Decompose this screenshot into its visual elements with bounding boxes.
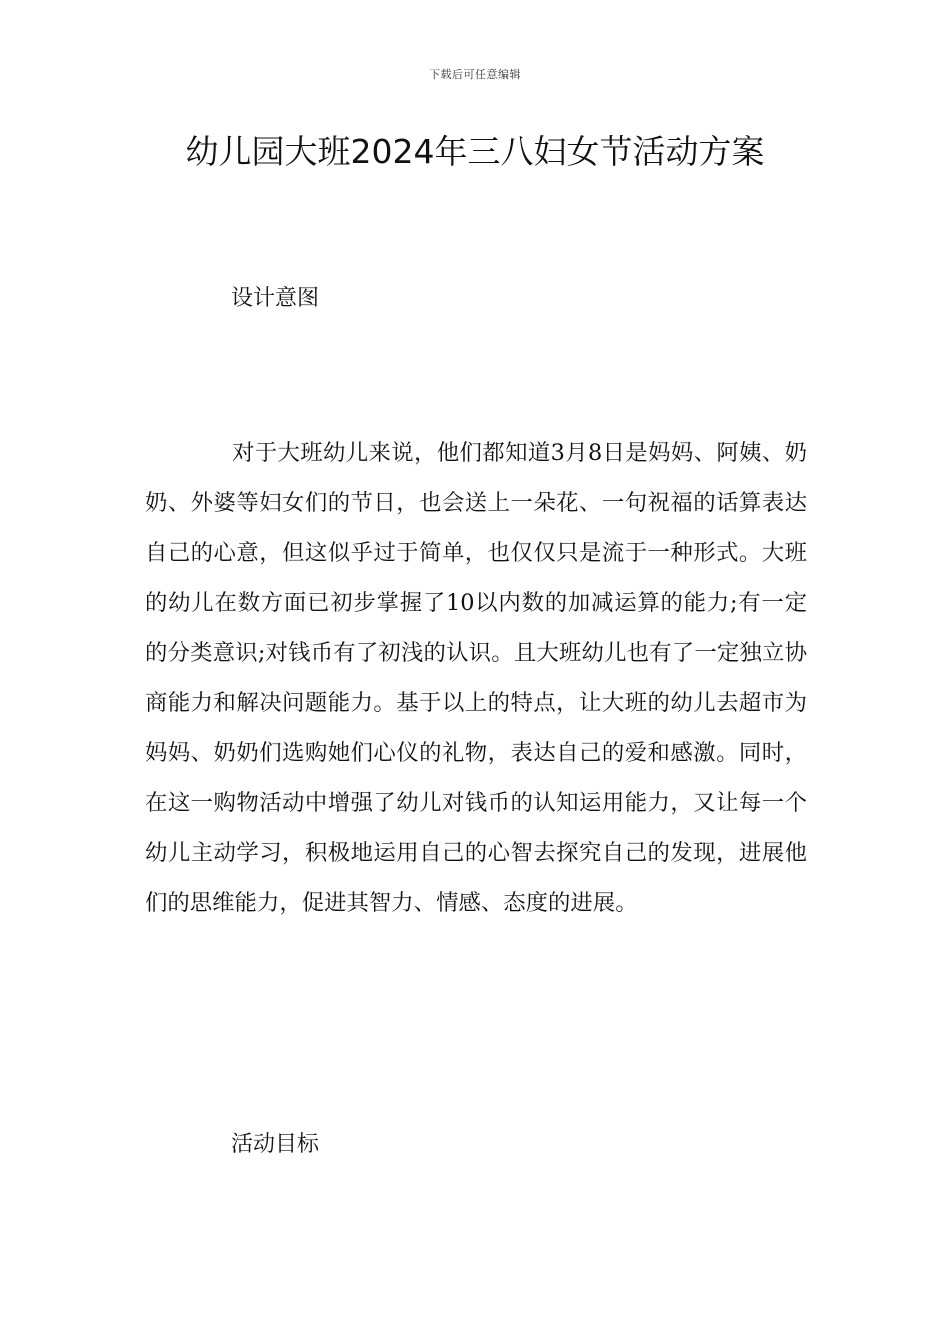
section-heading-activity-goals: 活动目标 <box>231 1132 320 1157</box>
header-note: 下载后可任意编辑 <box>429 68 521 81</box>
section-heading-design-intent: 设计意图 <box>231 286 320 311</box>
design-intent-paragraph: 对于大班幼儿来说，他们都知道3月8日是妈妈、阿姨、奶奶、外婆等妇女们的节日，也会送上一朵花、一句祝福的话算表达自己的心意，但这似乎过于简单，也仅仅只是流于一种形式。大班的幼儿在数方面已初步掌握了10以内数的加减运算的能力;有一定的分类意识;对钱币有了初浅的认识。且大班幼儿也有了一定独立协商能力和解决问题能力。基于以上的特点，让大班的幼儿去超市为妈妈、奶奶们选购她们心仪的礼物，表达自己的爱和感激。同时，在这一购物活动中增强了幼儿对钱币的认知运用能力，又让每一个幼儿主动学习，积极地运用自己的心智去探究自己的发现，进展他们的思维能力，促进其智力、情感、态度的进展。 <box>145 440 807 916</box>
document-title: 幼儿园大班2024年三八妇女节活动方案 <box>185 132 765 171</box>
